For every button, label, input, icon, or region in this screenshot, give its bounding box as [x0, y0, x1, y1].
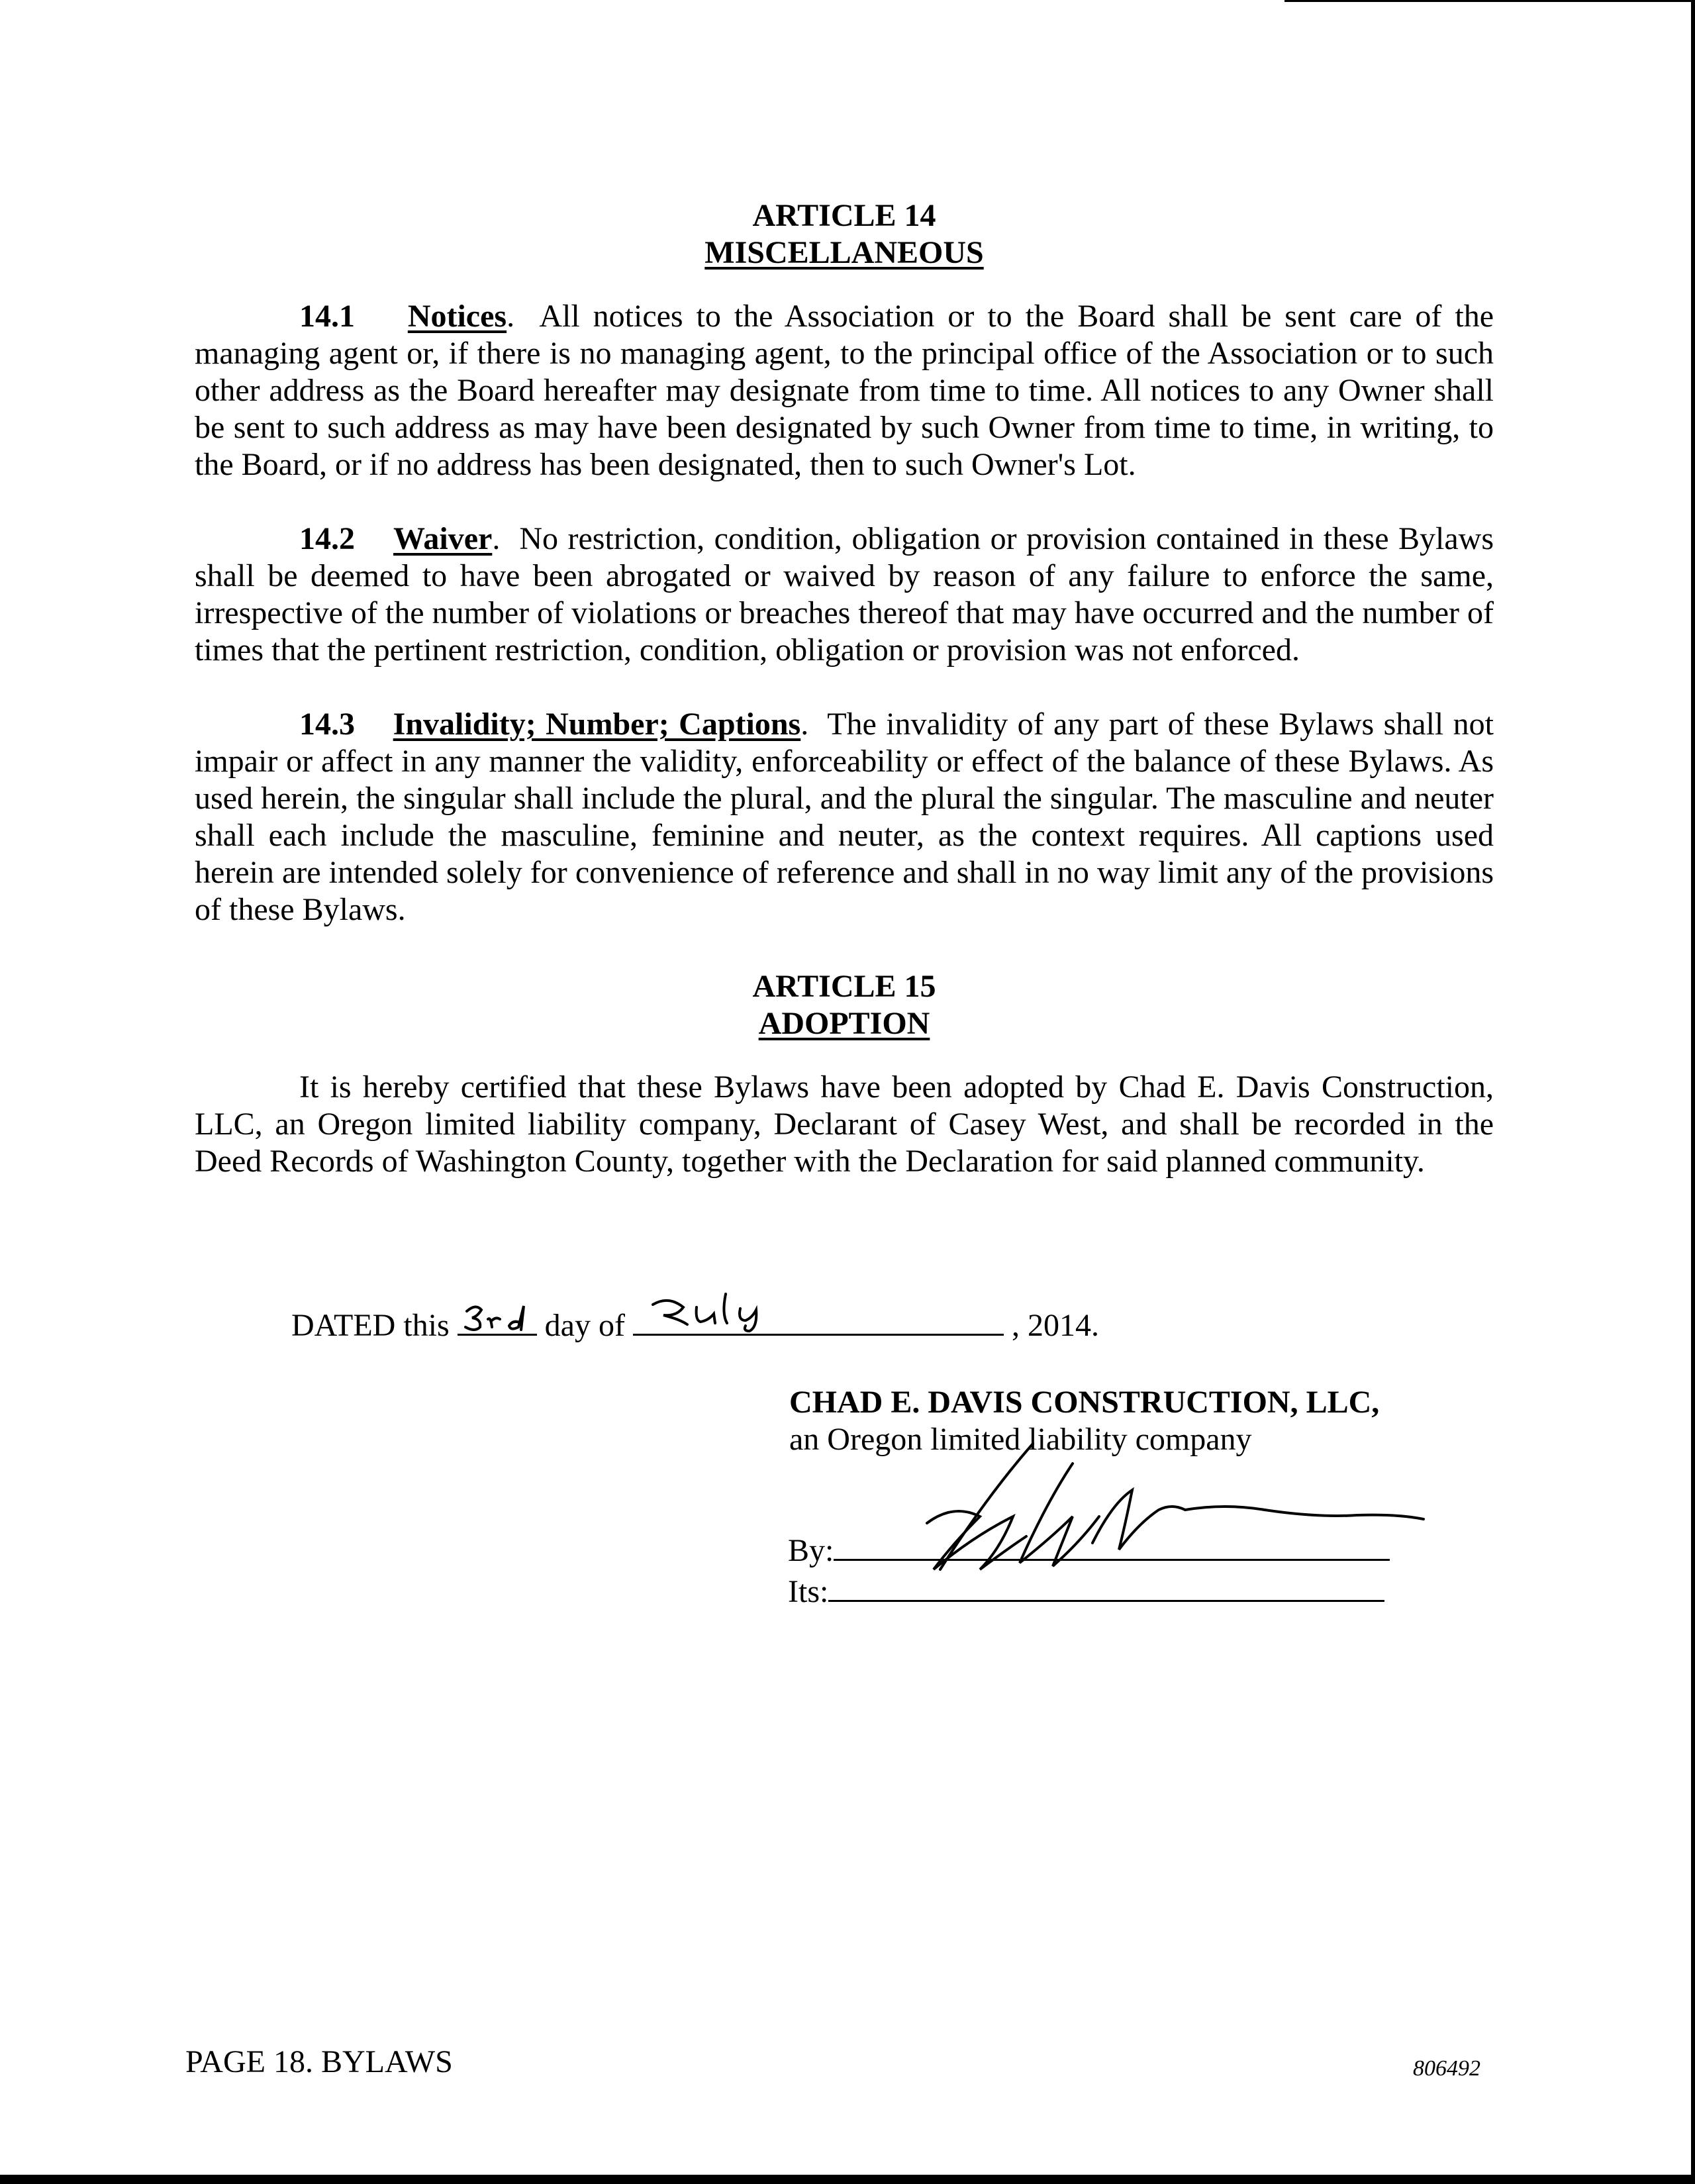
by-row [788, 1530, 1390, 1571]
adoption-paragraph: It is hereby certified that these Bylaws have been adopted by Chad E. Davis Construction, LLC, an Oregon limited liability company, Declarant of Casey West, and shall be recorded in the Deed Records of Washington County, together with the Declaration for said planned community. [195, 1069, 1494, 1179]
section-body: No restriction, condition, obligation or provision contained in these Bylaws shall be deemed to have been abrogated or waived by reason of any failure to enforce the same, irrespective of the number of violations or breaches thereof that may have occurred and the number of times that the pertinent restriction, condition, obligation or provision was not enforced. [195, 521, 1494, 668]
section-14-3: 14.3 Invalidity; Number; Captions. The invalidity of any part of these Bylaws shall not impair or affect in any manner the validity, enforceability or effect of the balance of these Bylaws. As used herein, the singular shall include the plural, and the plural the singular. The masculine and neuter shall each include the masculine, feminine and neuter, as the context requires. All captions used herein are intended solely for convenience of reference and shall in no way limit any of the provisions of these Bylaws. [195, 707, 1494, 927]
scan-edge-top [1284, 0, 1695, 2]
scan-edge-right [1691, 0, 1695, 2184]
article-14-title: MISCELLANEOUS [704, 235, 984, 270]
article-14-number: ARTICLE 14 [752, 198, 936, 233]
dated-line [291, 1303, 1099, 1344]
its-line [828, 1571, 1384, 1602]
by-line [834, 1530, 1390, 1561]
company-name: CHAD E. DAVIS CONSTRUCTION, LLC, [789, 1385, 1380, 1420]
dated-suffix: , 2014. [1011, 1308, 1099, 1343]
its-row [788, 1571, 1390, 1612]
article-15-title: ADOPTION [758, 1006, 930, 1041]
article-14-heading [195, 197, 1494, 272]
section-title: Notices [407, 299, 507, 334]
article-15-heading [195, 968, 1494, 1042]
section-number: 14.3 [299, 707, 355, 742]
section-14-2: 14.2 Waiver. No restriction, condition, obligation or provision contained in these Bylaws shall be deemed to have been abrogated or waived by reason of any failure to enforce the same, irrespective of the number of violations or breaches thereof that may have occurred and the number of times that the pertinent restriction, condition, obligation or provision was not enforced. [195, 521, 1494, 668]
section-number: 14.1 [299, 299, 355, 334]
day-blank [458, 1303, 537, 1336]
section-body: All notices to the Association or to the Board shall be sent care of the managing agent or, if there is no managing agent, to the principal office of the Association or to such other address as the Board hereafter may designate from time to time. All notices to any Owner shall be sent to such address as may have been designated by such Owner from time to time, in writing, to the Board, or if no address has been designated, then to such Owner's Lot. [195, 299, 1494, 482]
document-body [195, 197, 1494, 1180]
by-label: By: [788, 1533, 834, 1568]
handwritten-day [458, 1297, 537, 1336]
section-title: Waiver [393, 521, 493, 556]
dated-middle: day of [544, 1308, 625, 1343]
section-title: Invalidity; Number; Captions [393, 707, 801, 742]
scan-edge-bottom [0, 2175, 1695, 2184]
signature-block [788, 1530, 1390, 1612]
dated-prefix: DATED this [291, 1308, 450, 1343]
section-14-1: 14.1 Notices. All notices to the Association or to the Board shall be sent care of the managing agent or, if there is no managing agent, to the principal office of the Association or to such other address as the Board hereafter may designate from time to time. All notices to any Owner shall be sent to such address as may have been designated by such Owner from time to time, in writing, to the Board, or if no address has been designated, then to such Owner's Lot. [195, 299, 1494, 482]
section-number: 14.2 [299, 521, 355, 556]
article-15-number: ARTICLE 15 [752, 969, 936, 1004]
month-blank [633, 1303, 1004, 1336]
company-description: an Oregon limited liability company [789, 1422, 1252, 1457]
section-body: The invalidity of any part of these Bylaws shall not impair or affect in any manner the validity, enforceability or effect of the balance of these Bylaws. As used herein, the singular shall include the plural, and the plural the singular. The masculine and neuter shall each include the masculine, feminine and neuter, as the context requires. All captions used herein are intended solely for convenience of reference and shall in no way limit any of the provisions of these Bylaws. [195, 707, 1494, 927]
page-label: PAGE 18. BYLAWS [185, 2044, 453, 2079]
handwritten-month [640, 1287, 812, 1334]
its-label: Its: [788, 1574, 829, 1609]
document-number: 806492 [1413, 2056, 1480, 2081]
